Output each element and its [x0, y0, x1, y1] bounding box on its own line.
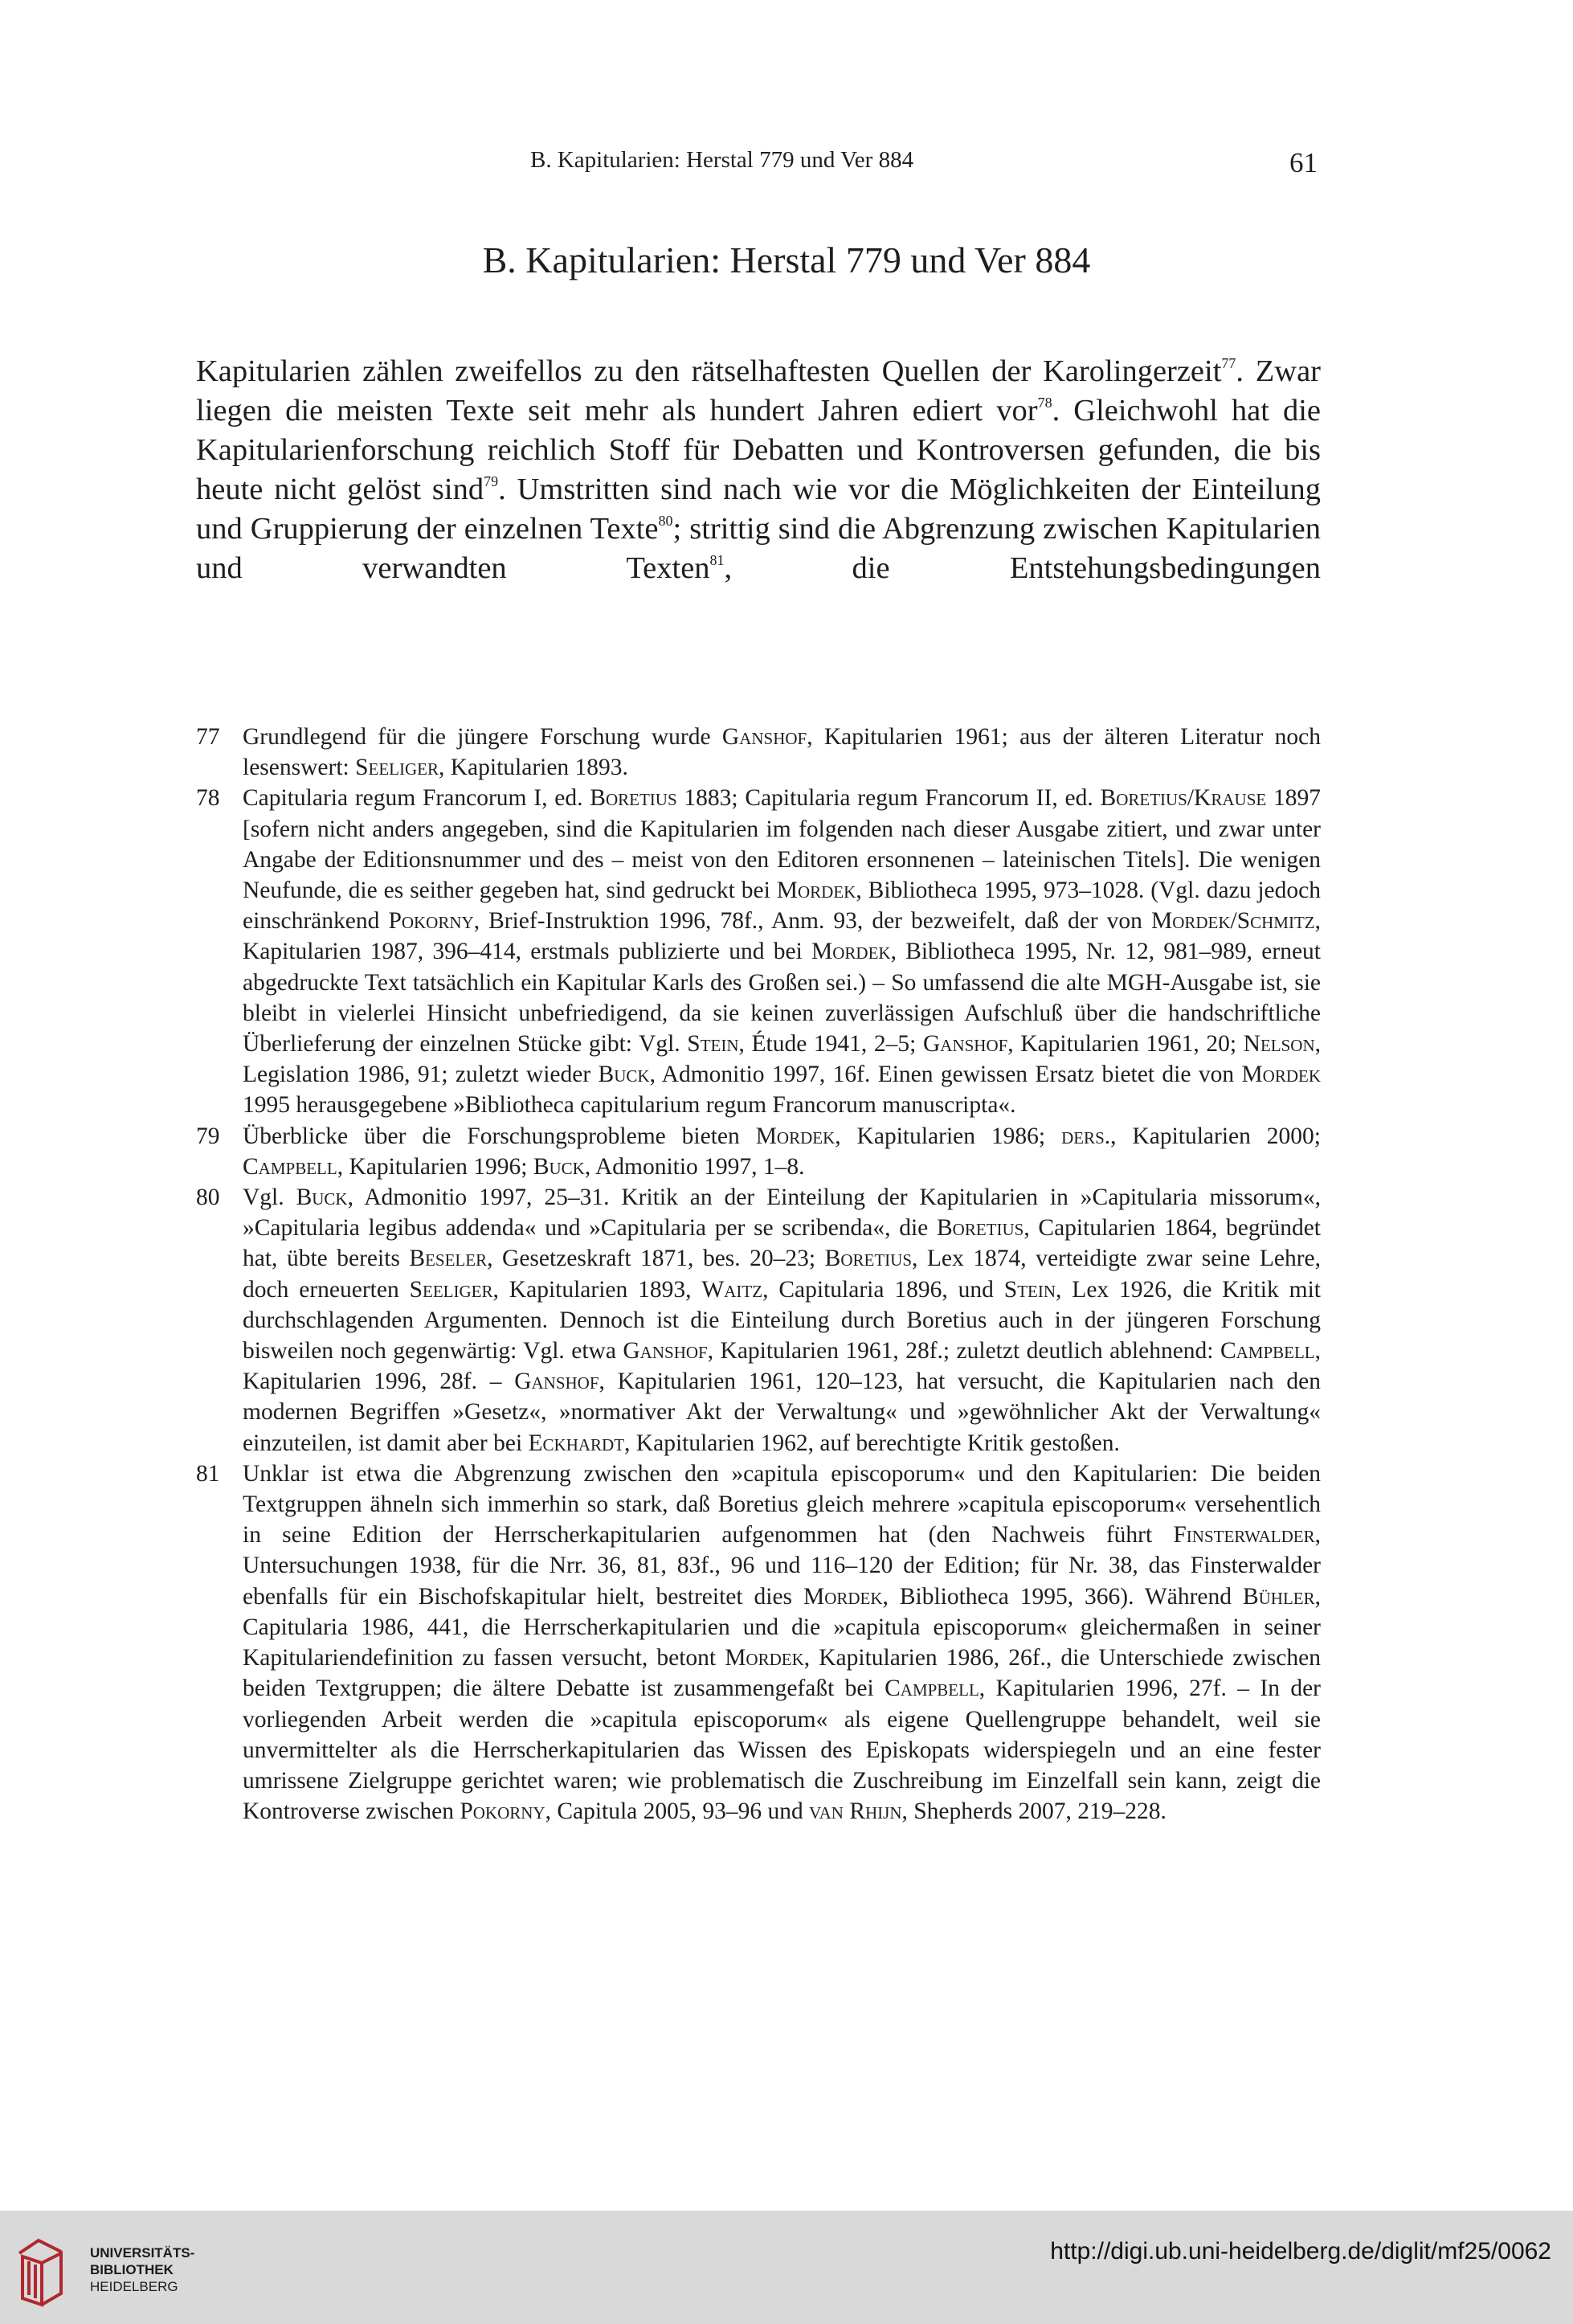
- author-name: Buck: [533, 1153, 585, 1180]
- author-name: Pokorny: [460, 1798, 545, 1825]
- footnote-text: Vgl.: [243, 1185, 296, 1211]
- author-name: Campbell: [1220, 1338, 1315, 1365]
- footnote-number: 79: [196, 1123, 220, 1149]
- author-name: Boretius: [824, 1246, 912, 1272]
- footnote-text: , Shepherds 2007, 219–228.: [901, 1798, 1166, 1825]
- footnote-text: 1897 [sofern nicht anders angegeben, sind die Kapitularien im folgenden nach dieser Ausgabe zitiert, und zwar unter Angabe der Editionsnummer und des – meist von den Editoren ersonnenen – lateinischen Titels]. Die wenigen Neufunde, die es seither gegeben hat, sind gedruckt bei: [243, 785, 1321, 904]
- library-logo-text: [90, 2244, 194, 2295]
- author-name: ders.: [1061, 1123, 1111, 1149]
- author-name: Buck: [598, 1062, 650, 1088]
- author-name: Stein: [687, 1031, 739, 1058]
- footnote-text: , Kapitularien 1893.: [438, 755, 628, 781]
- logo-line: HEIDELBERG: [90, 2279, 178, 2294]
- author-name: Ganshof: [623, 1338, 708, 1365]
- footnote-ref-81[interactable]: 81: [709, 552, 725, 568]
- author-name: Campbell: [243, 1153, 337, 1180]
- body-text-segment: , die Entstehungsbedingungen: [724, 551, 1321, 585]
- footnote-text: , Capitularien 1864, begründet hat, übte bereits: [243, 1215, 1321, 1272]
- author-name: Boretius/Krause: [1100, 785, 1267, 812]
- footnote-text: , Kapitularien 1996;: [337, 1153, 533, 1180]
- author-name: Stein: [1003, 1276, 1056, 1303]
- author-name: Mordek: [755, 1123, 836, 1149]
- body-text-segment: . Gleichwohl hat die Kapitularienforschung reichlich Stoff für Debatten und Kontroversen gefunden, die bis heute nicht gelöst sind: [196, 394, 1321, 506]
- library-logo-icon: [14, 2224, 66, 2308]
- footnote-text: , Bibliotheca 1995, 973–1028. (Vgl. dazu jedoch einschränkend: [243, 878, 1321, 935]
- body-text-segment: Kapitularien zählen zweifellos zu den rätselhaftesten Quellen der Karolingerzeit: [196, 354, 1222, 388]
- author-name: Mordek/Schmitz: [1150, 908, 1315, 935]
- author-name: Mordek: [1241, 1062, 1322, 1088]
- footnote-text: Überblicke über die Forschungsprobleme bieten: [243, 1123, 756, 1149]
- footnote-text: , Kapitularien 1986;: [835, 1123, 1062, 1149]
- author-name: Bühler: [1242, 1583, 1315, 1610]
- body-text-segment: . Zwar liegen die meisten Texte seit mehr als hundert Jahren ediert vor: [196, 354, 1321, 428]
- footnote-text: , Bibliotheca 1995, Nr. 12, 981–989, erneut abgedruckte Text tatsächlich ein Kapitular Karls des Großen sei.) – So umfassend die alte MGH-Ausgabe ist, sie bleibt in vielerlei Hinsicht unbefriedigend, da sie keinen zuverlässigen Aufschluß über die handschriftliche Überlieferung der einzelnen Stücke gibt: Vgl.: [243, 939, 1321, 1058]
- body-paragraph: [196, 352, 1321, 588]
- footnote-text: , Kapitularien 1987, 396–414, erstmals publizierte und bei: [243, 908, 1322, 965]
- viewer-footer-bar: [0, 2211, 1573, 2324]
- author-name: Mordek: [803, 1583, 883, 1610]
- footnote-number: 77: [196, 724, 220, 750]
- footnote-77: [196, 722, 1321, 783]
- author-name: Mordek: [776, 878, 856, 904]
- footnote-text: , Capitularia 1896, und: [762, 1276, 1004, 1303]
- footnote-81: [196, 1459, 1321, 1827]
- logo-line: BIBLIOTHEK: [90, 2262, 174, 2277]
- footnote-ref-80[interactable]: 80: [658, 513, 673, 529]
- footnote-text: , Lex 1926, die Kritik mit durchschlagenden Argumenten. Dennoch ist die Einteilung durch Boretius auch in der jüngeren Forschung bisweilen noch gegenwärtig: Vgl. etwa: [243, 1276, 1321, 1365]
- author-name: Boretius: [936, 1215, 1024, 1242]
- footnote-text: Grundlegend für die jüngere Forschung wurde: [243, 724, 722, 750]
- page-number: 61: [1289, 147, 1318, 178]
- author-name: Nelson: [1243, 1031, 1315, 1058]
- footnote-text: , Kapitularien 1996, 28f. –: [243, 1338, 1321, 1395]
- body-text-segment: . Umstritten sind nach wie vor die Möglichkeiten der Einteilung und Gruppierung der einzelnen Texte: [196, 473, 1321, 546]
- footnote-text: , Kapitularien 1986, 26f., die Unterschiede zwischen beiden Textgruppen; die ältere Debatte ist zusammengefaßt bei: [243, 1645, 1321, 1702]
- footnote-number: 80: [196, 1185, 220, 1211]
- footnote-text: , Admonitio 1997, 1–8.: [584, 1153, 805, 1180]
- footnote-ref-79[interactable]: 79: [484, 473, 499, 489]
- footnote-text: , Kapitularien 2000;: [1110, 1123, 1322, 1149]
- footnote-text: Unklar ist etwa die Abgrenzung zwischen den »capitula episcoporum« und den Kapitularien: Die beiden Textgruppen ähneln sich immerhin so stark, daß Boretius gleich mehrere »capitula episcoporum« versehentlich in seine Edition der Herrscherkapitularien aufgenommen hat (den Nachweis führt: [243, 1460, 1321, 1549]
- author-name: Ganshof: [514, 1369, 599, 1395]
- author-name: Mordek: [725, 1645, 804, 1671]
- footnote-80: [196, 1182, 1321, 1459]
- author-name: Ganshof: [922, 1031, 1008, 1058]
- author-name: Pokorny: [388, 908, 474, 935]
- footnote-text: , Admonitio 1997, 16f. Einen gewissen Ersatz bietet die von: [649, 1062, 1242, 1088]
- source-url-link[interactable]: http://digi.ub.uni-heidelberg.de/diglit/mf25/0062: [1050, 2238, 1551, 2265]
- logo-line: UNIVERSITÄTS-: [90, 2245, 195, 2261]
- footnote-text: , Kapitularien 1893,: [492, 1276, 702, 1303]
- author-name: Campbell: [885, 1675, 979, 1702]
- footnote-text: , Lex 1874, verteidigte zwar seine Lehre, doch erneuerten: [243, 1246, 1321, 1303]
- author-name: Boretius: [590, 785, 677, 812]
- footnote-78: [196, 783, 1321, 1120]
- footnotes-section: [196, 722, 1321, 1827]
- footnote-79: [196, 1121, 1321, 1182]
- chapter-title: B. Kapitularien: Herstal 779 und Ver 884: [482, 239, 1091, 280]
- footnote-text: , Capitularia 1986, 441, die Herrscherkapitularien und die »capitula episcoporum« gleichermaßen in seiner Kapitulariendefinition zu fassen versucht, betont: [243, 1583, 1321, 1671]
- running-title: B. Kapitularien: Herstal 779 und Ver 884: [530, 147, 914, 173]
- author-name: van Rhijn: [809, 1798, 902, 1825]
- footnote-text: , Gesetzeskraft 1871, bes. 20–23;: [487, 1246, 825, 1272]
- footnote-text: , Legislation 1986, 91; zuletzt wieder: [243, 1031, 1321, 1088]
- footnote-number: 78: [196, 785, 220, 812]
- footnote-text: , Brief-Instruktion 1996, 78f., Anm. 93, der bezweifelt, daß der von: [473, 908, 1151, 935]
- footnote-text: , Kapitularien 1961, 28f.; zuletzt deutlich ablehnend:: [707, 1338, 1220, 1365]
- footnote-text: , Kapitularien 1961, 120–123, hat versucht, die Kapitularien nach den modernen Begriffen »Gesetz«, »normativer Akt der Verwaltung« und »gewöhnlicher Akt der Verwaltung« einzuteilen, ist damit aber bei: [243, 1369, 1321, 1456]
- author-name: Mordek: [811, 939, 891, 965]
- footnote-text: , Kapitularien 1962, auf berechtigte Kritik gestoßen.: [624, 1430, 1120, 1456]
- footnote-text: , Bibliotheca 1995, 366). Während: [882, 1583, 1243, 1610]
- footnote-text: , Étude 1941, 2–5;: [738, 1031, 923, 1058]
- footnote-text: , Kapitularien 1961, 20;: [1007, 1031, 1244, 1058]
- footnote-text: 1995 herausgegebene »Bibliotheca capitularium regum Francorum manuscripta«.: [243, 1092, 1016, 1119]
- author-name: Beseler: [409, 1246, 488, 1272]
- footnote-text: , Kapitularien 1961; aus der älteren Literatur noch lesenswert:: [243, 724, 1321, 781]
- author-name: Ganshof: [721, 724, 807, 750]
- author-name: Eckhardt: [528, 1430, 625, 1456]
- footnote-ref-78[interactable]: 78: [1037, 395, 1052, 411]
- author-name: Buck: [296, 1185, 348, 1211]
- footnote-text: , Untersuchungen 1938, für die Nrr. 36, 81, 83f., 96 und 116–120 der Edition; für Nr. 38, das Finsterwalder ebenfalls für ein Bischofskapitular hielt, bestreitet dies: [243, 1522, 1321, 1610]
- author-name: Finsterwalder: [1173, 1522, 1315, 1549]
- author-name: Waitz: [701, 1276, 763, 1303]
- footnote-text: , Kapitularien 1996, 27f. – In der vorliegenden Arbeit werden die »capitula episcoporum« als eigene Quellengruppe behandelt, weil sie unvermittelter als die Herrscherkapitularien das Wissen des Episkopats widerspiegeln und an eine fester umrissene Zielgruppe gerichtet waren; wie problematisch die Zuschreibung im Einzelfall sein kann, zeigt die Kontroverse zwischen: [243, 1675, 1322, 1825]
- footnote-text: , Capitula 2005, 93–96 und: [545, 1798, 810, 1825]
- body-text-segment: ; strittig sind die Abgrenzung zwischen Kapitularien und verwandten Texten: [196, 512, 1321, 585]
- author-name: Seeliger: [409, 1276, 493, 1303]
- footnote-number: 81: [196, 1460, 220, 1487]
- footnote-ref-77[interactable]: 77: [1221, 355, 1236, 371]
- footnote-text: , Admonitio 1997, 25–31. Kritik an der Einteilung der Kapitularien in »Capitularia missorum«, »Capitularia legibus addenda« und »Capitularia per se scribenda«, die: [243, 1185, 1322, 1242]
- author-name: Seeliger: [355, 755, 439, 781]
- footnote-text: 1883; Capitularia regum Francorum II, ed.: [676, 785, 1101, 812]
- footnote-text: Capitularia regum Francorum I, ed.: [243, 785, 590, 812]
